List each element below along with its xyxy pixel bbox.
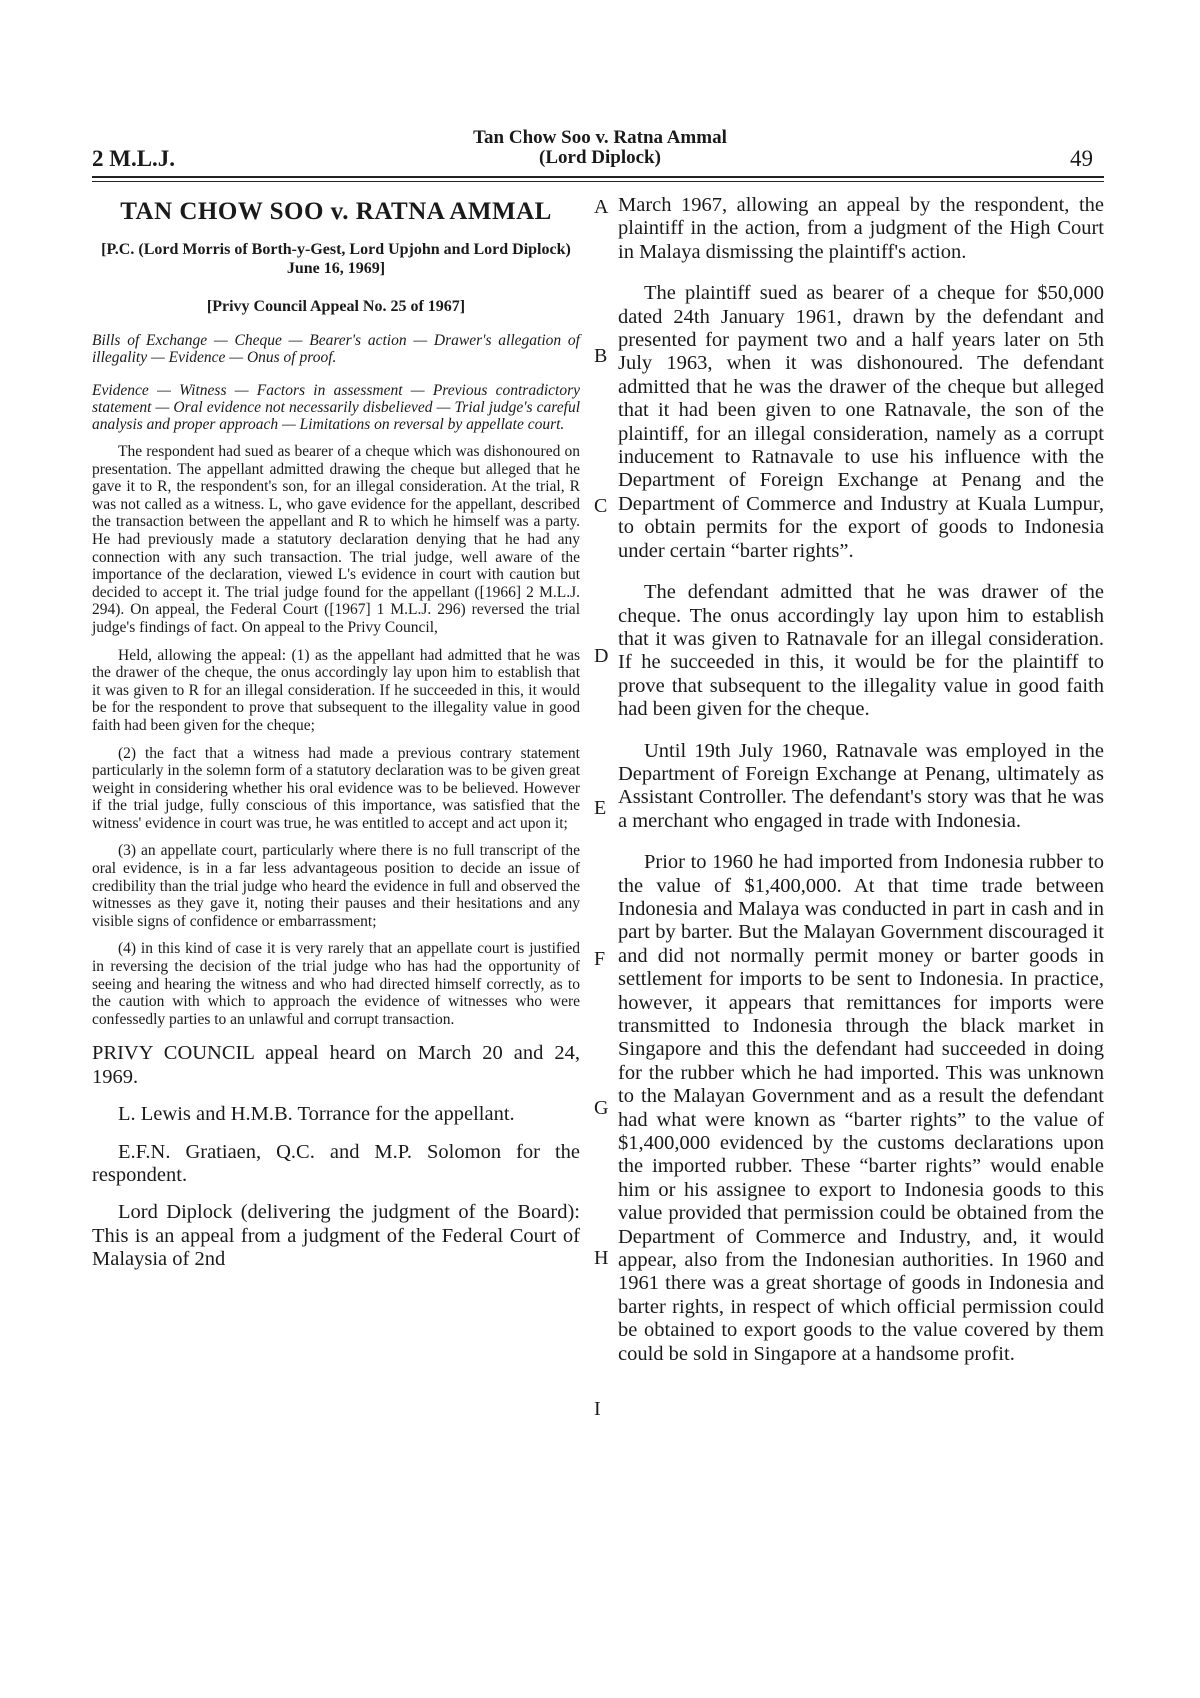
case-title: TAN CHOW SOO v. RATNA AMMAL	[120, 198, 552, 225]
header-rule	[92, 176, 1104, 178]
headnote-held-2: (2) the fact that a witness had made a previous contrary statement particularly in the solemn form of a statutory declaration was to be given great weight in considering whether his oral evidence was to be believed. However if the trial judge, fully conscious of this importance, was satisfied that the witness' evidence in court was true, he was entitled to accept and act upon it;	[92, 744, 580, 832]
margin-letter-i: I	[594, 1398, 601, 1420]
right-column	[618, 194, 1104, 1366]
margin-letter-e: E	[594, 797, 607, 819]
judgment-opening: Lord Diplock (delivering the judgment of the Board): This is an appeal from a judgment of the Federal Court of Malaysia of 2nd	[92, 1201, 580, 1271]
catchwords-evidence: Evidence — Witness — Factors in assessment — Previous contradictory statement — Oral evidence not necessarily disbelieved — Trial judge's careful analysis and proper approach — Limitations on reversal by appellate court.	[92, 382, 580, 433]
margin-letter-c: C	[594, 495, 608, 517]
catchwords-bills: Bills of Exchange — Cheque — Bearer's action — Drawer's allegation of illegality — Evidence — Onus of proof.	[92, 332, 580, 366]
headnote-held-3: (3) an appellate court, particularly where there is no full transcript of the oral evidence, is in a far less advantageous position to decide an issue of credibility than the trial judge who heard the evidence in full and observed the witnesses as they gave it, noting their pauses and their hesitations and any visible signs of confidence or embarrassment;	[92, 842, 580, 930]
running-head-case: Tan Chow Soo v. Ratna Ammal	[473, 127, 727, 148]
margin-letter-d: D	[594, 645, 609, 667]
hearing-line: PRIVY COUNCIL appeal heard on March 20 and 24, 1969.	[92, 1042, 580, 1088]
page-number: 49	[1070, 146, 1093, 171]
running-head-title	[400, 128, 800, 168]
judgment-paragraph: March 1967, allowing an appeal by the respondent, the plaintiff in the action, from a judgment of the High Court in Malaya dismissing the plaintiff's action.	[618, 194, 1104, 263]
judgment-paragraph: The defendant admitted that he was drawer of the cheque. The onus accordingly lay upon him to establish that it was given to Ratnavale for an illegal consideration. If he succeeded in this, it would be for the plaintiff to prove that subsequent to the illegality value in good faith had been given for the cheque.	[618, 581, 1104, 721]
margin-letter-a: A	[594, 196, 609, 218]
headnote-facts: The respondent had sued as bearer of a cheque which was dishonoured on presentation. The appellant admitted drawing the cheque but alleged that he gave it to R, the respondent's son, for an illegal consideration. At the trial, R was not called as a witness. L, who gave evidence for the appellant, described the transaction between the appellant and R to which he himself was a party. He had previously made a statutory declaration denying that he had any connection with any such transaction. The trial judge, well aware of the importance of the declaration, viewed L's evidence in court with caution but decided to accept it. The trial judge found for the appellant ([1966] 2 M.L.J. 294). On appeal, the Federal Court ([1967] 1 M.L.J. 296) reversed the trial judge's findings of fact. On appeal to the Privy Council,	[92, 443, 580, 636]
counsel-appellant: L. Lewis and H.M.B. Torrance for the appellant.	[118, 1103, 515, 1126]
judgment-paragraph: Prior to 1960 he had imported from Indonesia rubber to the value of $1,400,000. At that time trade between Indonesia and Malaya was conducted in part in cash and in part by barter. But the Malayan Government discouraged it and did not normally permit money or barter goods in settlement for imports to be sent to Indonesia. In practice, however, it appears that remittances for imports were transmitted to Indonesia through the black market in Singapore and this the defendant had succeeded in doing for the rubber which he had imported. This was unknown to the Malayan Government and as a result the defendant had what were known as “barter rights” to the value of $1,400,000 evidenced by the customs declarations upon the imported rubber. These “barter rights” would enable him or his assignee to export to Indonesia goods to this value provided that permission could be obtained from the Department of Commerce and Industry, and, it would appear, also from the Indonesian authorities. In 1960 and 1961 there was a great shortage of goods in Indonesia and barter rights, in respect of which official permission could be obtained to export goods to the value covered by them could be sold in Singapore at a handsome profit.	[618, 851, 1104, 1365]
running-head-judge: (Lord Diplock)	[539, 147, 661, 168]
running-head-citation: 2 M.L.J.	[92, 146, 176, 171]
coram: [P.C. (Lord Morris of Borth-y-Gest, Lord Upjohn and Lord Diplock) June 16, 1969]	[101, 241, 571, 277]
header-rule-thin	[92, 181, 1104, 182]
headnote-held-1: Held, allowing the appeal: (1) as the appellant had admitted that he was the drawer of the cheque, the onus accordingly lay upon him to establish that it was given to R for an illegal consideration. If he succeeded in this, it would be for the respondent to prove that subsequent to the illegality value in good faith had been given for the cheque;	[92, 646, 580, 734]
margin-letter-f: F	[594, 948, 606, 970]
margin-letter-g: G	[594, 1097, 609, 1119]
judgment-paragraph: The plaintiff sued as bearer of a cheque for $50,000 dated 24th January 1961, drawn by the defendant and presented for payment two and a half years later on 5th July 1963, when it was dishonoured. The defendant admitted that he was the drawer of the cheque but alleged that it had been given to one Ratnavale, the son of the plaintiff, for an illegal consideration, namely as a corrupt inducement to Ratnavale to use his influence with the Department of Foreign Exchange at Penang and the Department of Commerce and Industry at Kuala Lumpur, to obtain permits for the export of goods to Indonesia under certain “barter rights”.	[618, 282, 1104, 562]
margin-letter-h: H	[594, 1247, 609, 1269]
left-column	[92, 194, 580, 1272]
counsel-respondent: E.F.N. Gratiaen, Q.C. and M.P. Solomon for the respondent.	[92, 1140, 580, 1187]
headnote-held-4: (4) in this kind of case it is very rarely that an appellate court is justified in reversing the decision of the trial judge who has had the opportunity of seeing and hearing the witness and who had directed himself correctly, as to the caution with which to approach the evidence of witnesses who were confessedly parties to an unlawful and corrupt transaction.	[92, 940, 580, 1028]
appeal-number: [Privy Council Appeal No. 25 of 1967]	[206, 298, 466, 315]
margin-letter-b: B	[594, 345, 608, 367]
judgment-paragraph: Until 19th July 1960, Ratnavale was employed in the Department of Foreign Exchange at Penang, ultimately as Assistant Controller. The defendant's story was that he was a merchant who engaged in trade with Indonesia.	[618, 739, 1104, 832]
